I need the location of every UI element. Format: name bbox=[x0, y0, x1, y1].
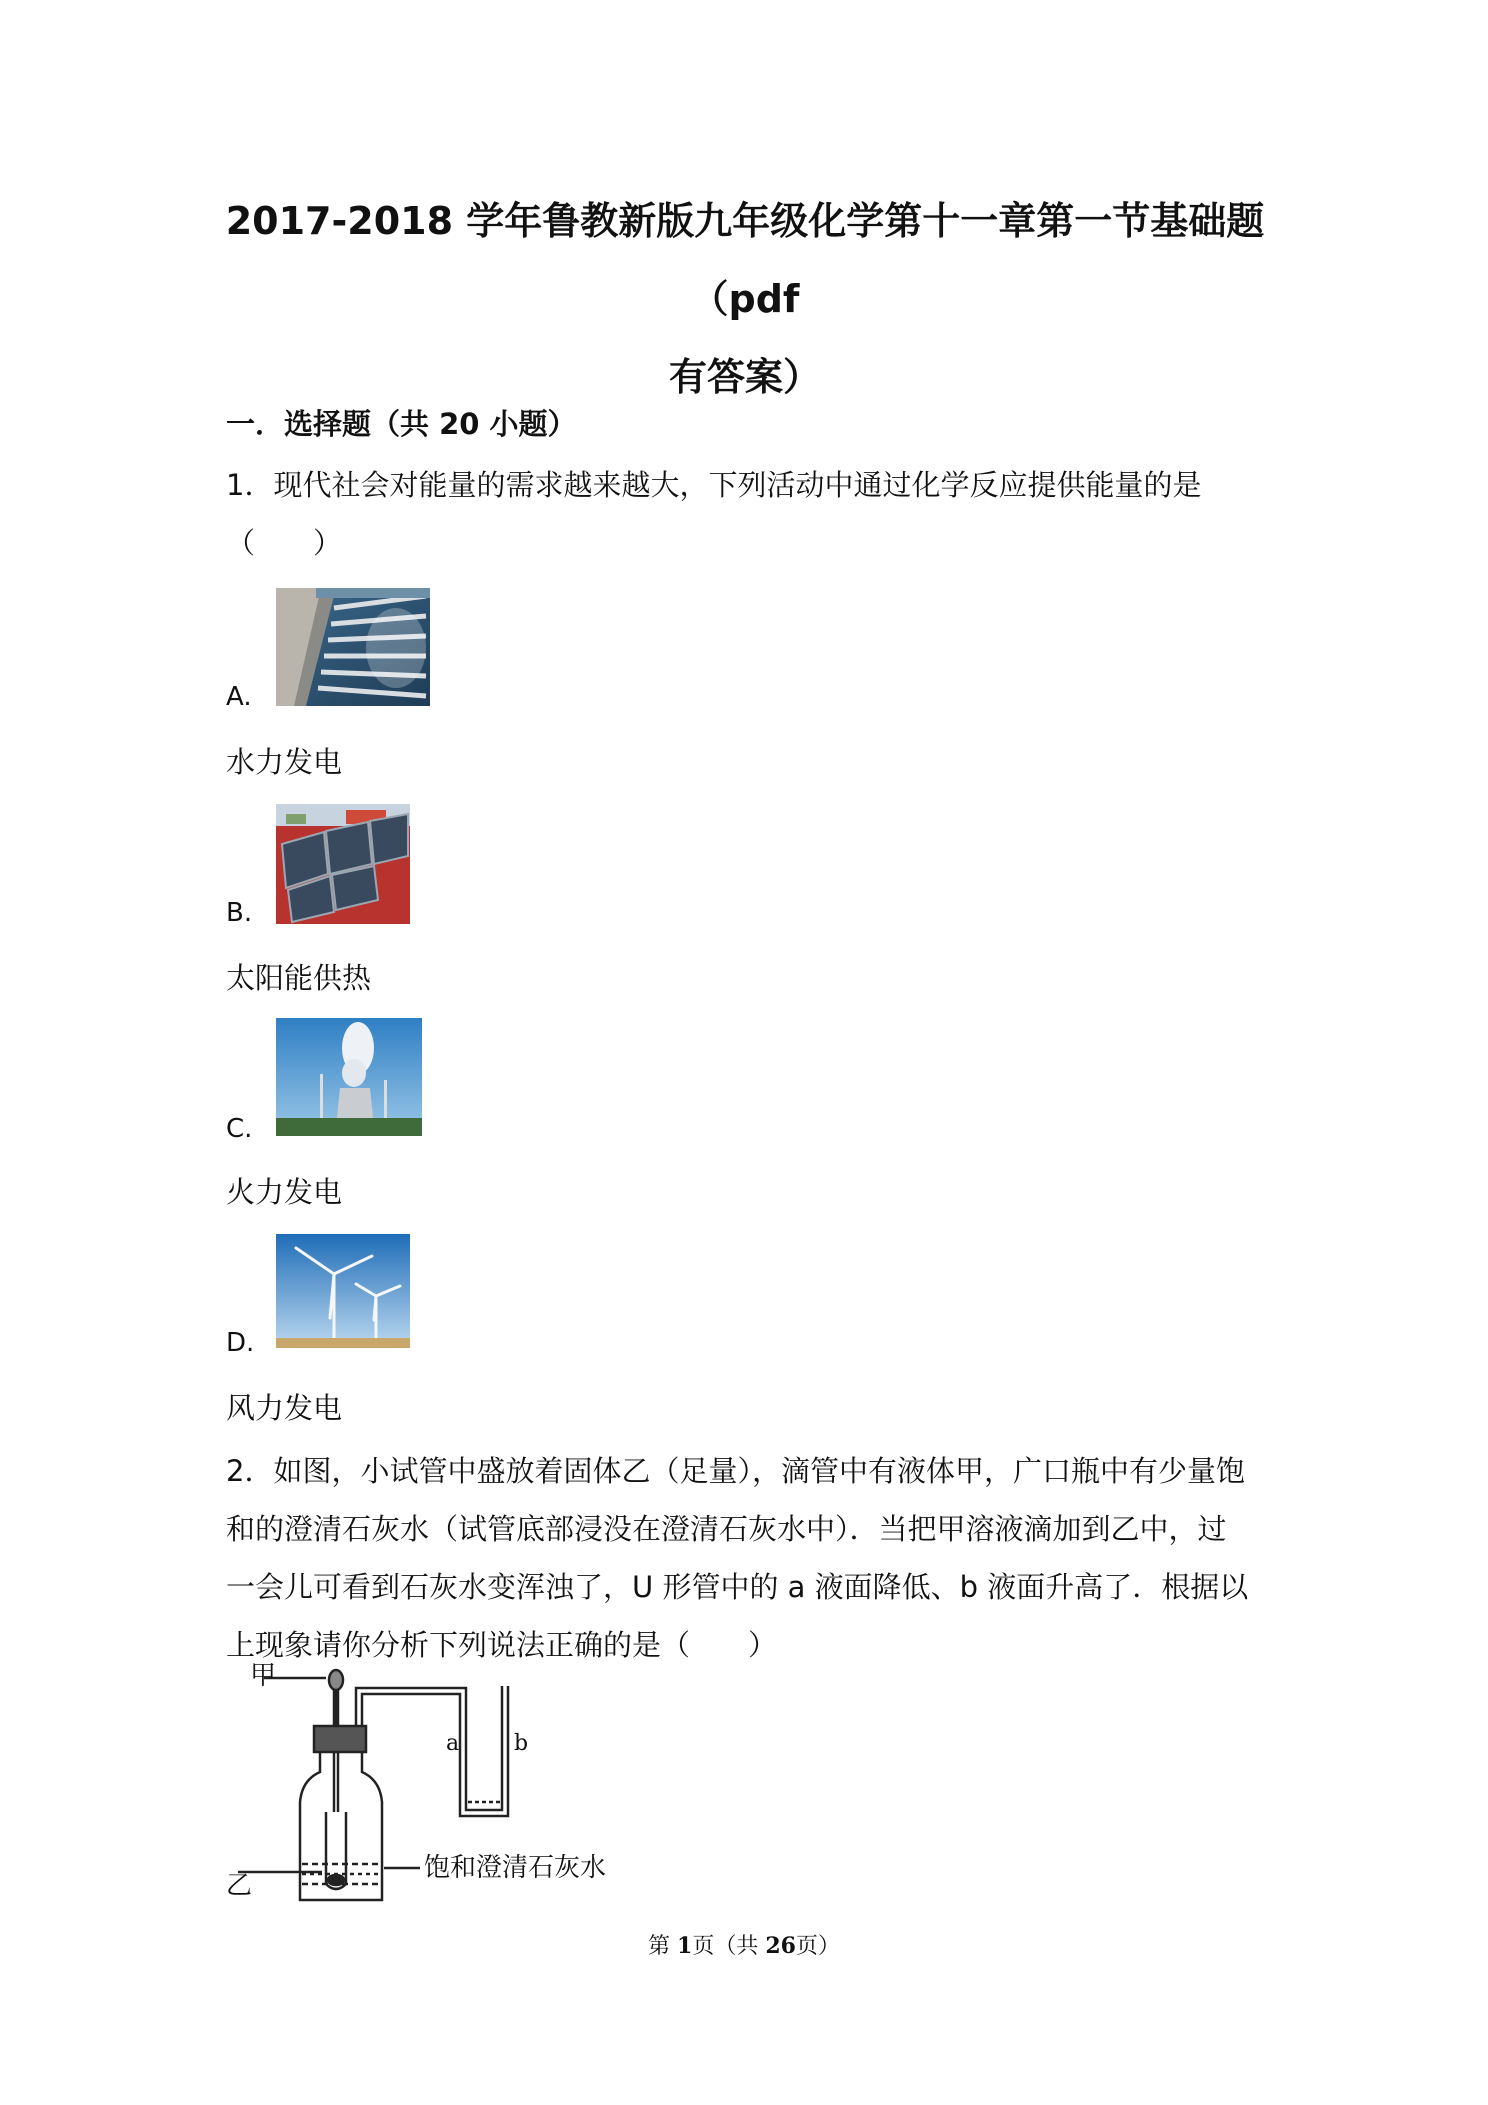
label-yi: 乙 bbox=[226, 1871, 253, 1901]
title-line-1: 2017-2018 学年鲁教新版九年级化学第十一章第一节基础题（pdf bbox=[225, 199, 1265, 321]
option-a-letter: A. bbox=[226, 682, 252, 712]
label-a: a bbox=[446, 1731, 460, 1756]
question-1-blank: （ ） bbox=[226, 526, 343, 560]
option-d-caption: 风力发电 bbox=[226, 1391, 343, 1425]
hydropower-dam-photo bbox=[276, 588, 430, 706]
footer-page-number: 1 bbox=[677, 1933, 693, 1959]
option-b-letter: B. bbox=[226, 898, 253, 928]
solar-panels-photo bbox=[276, 804, 410, 924]
label-jia: 甲 bbox=[250, 1662, 277, 1691]
question-1-text: 1．现代社会对能量的需求越来越大，下列活动中通过化学反应提供能量的是 bbox=[226, 468, 1202, 502]
question-2-line-2: 和的澄清石灰水（试管底部浸没在澄清石灰水中）．当把甲溶液滴加到乙中，过 bbox=[226, 1512, 1227, 1546]
wind-turbines-photo bbox=[276, 1234, 410, 1348]
option-d-letter: D. bbox=[226, 1328, 255, 1358]
footer-total-pages: 26 bbox=[765, 1933, 796, 1959]
page-footer bbox=[0, 1929, 1488, 1960]
label-limewater: 饱和澄清石灰水 bbox=[424, 1853, 607, 1883]
option-a-caption: 水力发电 bbox=[226, 745, 343, 779]
question-2-line-3: 一会儿可看到石灰水变浑浊了，U 形管中的 a 液面降低、b 液面升高了．根据以 bbox=[226, 1570, 1249, 1604]
label-b: b bbox=[514, 1731, 529, 1756]
footer-suffix: 页） bbox=[795, 1934, 840, 1959]
apparatus-diagram bbox=[222, 1662, 642, 1914]
option-c-caption: 火力发电 bbox=[226, 1175, 343, 1209]
question-2-line-1: 2．如图，小试管中盛放着固体乙（足量），滴管中有液体甲，广口瓶中有少量饱 bbox=[226, 1454, 1245, 1488]
option-c-letter: C. bbox=[226, 1114, 253, 1144]
footer-prefix: 第 bbox=[648, 1934, 678, 1959]
document-title bbox=[220, 182, 1270, 416]
section-heading: 一．选择题（共 20 小题） bbox=[226, 407, 577, 441]
question-2-line-4: 上现象请你分析下列说法正确的是（ ） bbox=[226, 1628, 778, 1662]
option-b-caption: 太阳能供热 bbox=[226, 961, 372, 995]
footer-middle: 页（共 bbox=[692, 1934, 766, 1959]
thermal-power-plant-photo bbox=[276, 1018, 422, 1136]
title-line-2: 有答案） bbox=[668, 355, 821, 399]
